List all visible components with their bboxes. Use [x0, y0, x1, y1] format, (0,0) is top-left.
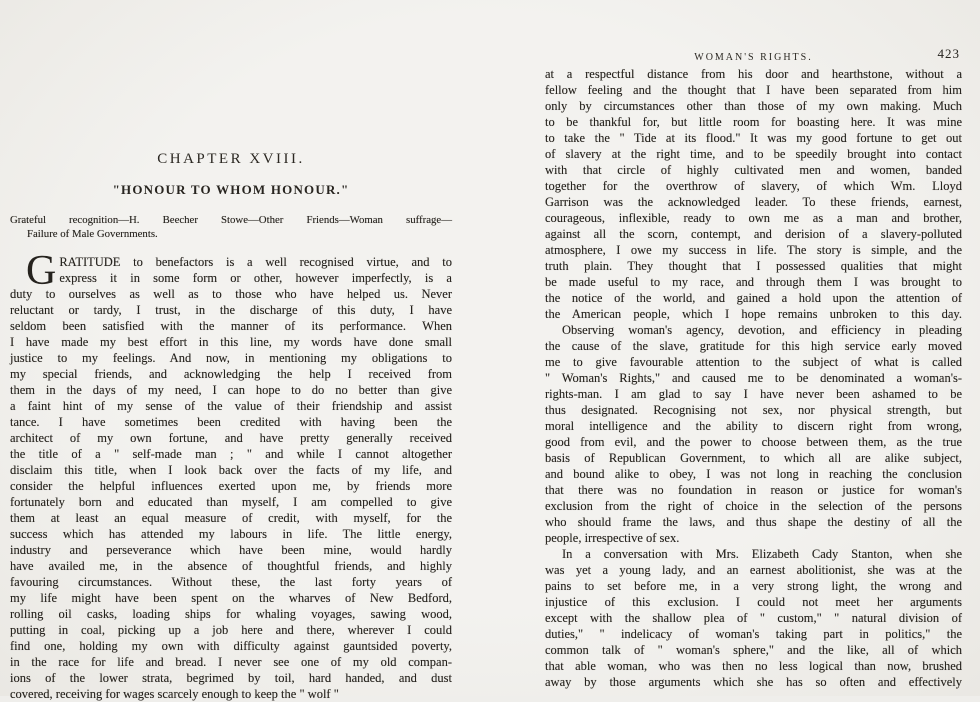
text-line: me to give favourable attention to the subject of what is called	[545, 354, 962, 370]
text-line: reluctant or tardy, I trust, in the discharge of this duty, I have	[10, 302, 452, 318]
text-line: the title of a " self-made man ; " and while I cannot altogether	[10, 446, 452, 462]
left-page-body	[10, 254, 452, 702]
text-line: my life might have been spent on the wharves of New Bedford,	[10, 590, 452, 606]
text-line: Failure of Male Governments.	[10, 227, 452, 241]
text-line: atmosphere, I owe my success in life. The story is simple, and the	[545, 242, 962, 258]
text-line: was yet a young lady, and an earnest abolitionist, she was at the	[545, 562, 962, 578]
text-line: favouring circumstances. Without these, the last forty years of	[10, 574, 452, 590]
chapter-synopsis	[10, 213, 452, 241]
right-page-body	[545, 66, 962, 690]
text-line: except with the shallow plea of " custom," " natural division of	[545, 610, 962, 626]
text-line: the American people, which I hope remains unbroken to this day.	[545, 306, 962, 322]
text-line: of slavery at the right time, and to be speedily brought into contact	[545, 146, 962, 162]
text-line: moral intelligence and the ability to discern right from wrong,	[545, 418, 962, 434]
text-line: find one, holding my own with difficulty against gauntsided poverty,	[10, 638, 452, 654]
text-line: that able woman, who was then no less logical than now, brushed	[545, 658, 962, 674]
text-line: at a respectful distance from his door and hearthstone, without a	[545, 66, 962, 82]
text-line: courageous, inflexible, ready to own me as a man and brother,	[545, 210, 962, 226]
text-line: to be thankful for, but little room for boasting here. It was mine	[545, 114, 962, 130]
text-line: and bound alike to obey, I was not long in reaching the conclusion	[545, 466, 962, 482]
running-header	[545, 47, 962, 62]
text-line: putting in coal, picking up a job here and there, wherever I could	[10, 622, 452, 638]
text-line: RATITUDE to benefactors is a well recognised virtue, and to	[10, 254, 452, 270]
text-line: pains to set before me, in a very strong light, the wrong and	[545, 578, 962, 594]
text-line: people, irrespective of sex.	[545, 530, 962, 546]
text-line: truth plain. They thought that I possessed qualities that might	[545, 258, 962, 274]
text-line: with that circle of highly cultivated men and women, banded	[545, 162, 962, 178]
text-line: " Woman's Rights," and caused me to be denominated a woman's-	[545, 370, 962, 386]
text-line: In a conversation with Mrs. Elizabeth Cady Stanton, when she	[545, 546, 962, 562]
text-line: thus designated. Recognising not sex, nor physical strength, but	[545, 402, 962, 418]
text-line: them in the days of my need, I can hope to do no better than give	[10, 382, 452, 398]
text-line: basis of Republican Government, to which all are alike subject,	[545, 450, 962, 466]
text-line: to take the " Tide at its flood." It was my good fortune to get out	[545, 130, 962, 146]
text-line: Garrison was the acknowledged leader. To these friends, earnest,	[545, 194, 962, 210]
drop-cap-letter: G	[26, 254, 56, 286]
text-line: duty to ourselves as well as to those who have helped us. Never	[10, 286, 452, 302]
text-line: consider the helpful influences exerted upon me, by friends more	[10, 478, 452, 494]
paragraph	[10, 213, 452, 241]
text-line: seldom been satisfied with the manner of its performance. When	[10, 318, 452, 334]
text-line: express it in some form or other, however imperfectly, is a	[10, 270, 452, 286]
left-page	[10, 0, 452, 696]
text-line: that there was no foundation in reason or justice for woman's	[545, 482, 962, 498]
text-line: be made useful to my race, and through them I was brought to	[545, 274, 962, 290]
text-line: disclaim this title, when I look back over the facts of my life, and	[10, 462, 452, 478]
text-line: duties," " indelicacy of woman's taking part in politics," the	[545, 626, 962, 642]
text-line: industry and perseverance which have been mine, would hardly	[10, 542, 452, 558]
paragraph	[10, 254, 452, 702]
text-line: together for the overthrow of slavery, of which Wm. Lloyd	[545, 178, 962, 194]
text-line: covered, receiving for wages scarcely enough to keep the " wolf "	[10, 686, 452, 702]
paragraph	[545, 66, 962, 322]
paragraph	[545, 546, 962, 690]
text-line: good from evil, and the power to choose between them, as the true	[545, 434, 962, 450]
text-line: Observing woman's agency, devotion, and efficiency in pleading	[545, 322, 962, 338]
text-line: architect of my own fortune, and have pretty generally received	[10, 430, 452, 446]
running-header-title: WOMAN'S RIGHTS.	[694, 52, 812, 63]
text-line: fellow feeling and the thought that I have been separated from him	[545, 82, 962, 98]
text-line: a faint hint of my sense of the value of their friendship and assist	[10, 398, 452, 414]
text-line: who should frame the laws, and thus shape the destiny of all the	[545, 514, 962, 530]
text-line: success which has attended my labours in life. The little energy,	[10, 526, 452, 542]
text-line: my special friends, and acknowledging the help I received from	[10, 366, 452, 382]
text-line: fortunately born and educated than myself, I am compelled to give	[10, 494, 452, 510]
right-page	[545, 0, 962, 696]
text-line: common talk of " woman's sphere," and the like, all of which	[545, 642, 962, 658]
text-line: ions of the lower strata, begrimed by toil, hard handed, and dust	[10, 670, 452, 686]
paragraph	[545, 322, 962, 546]
text-line: only by circumstances other than those of my own making. Much	[545, 98, 962, 114]
text-line: the notice of the world, and gained a hold upon the attention of	[545, 290, 962, 306]
chapter-subtitle: "HONOUR TO WHOM HONOUR."	[10, 182, 452, 198]
text-line: tance. I have sometimes been credited with having been the	[10, 414, 452, 430]
text-line: rights-man. I am glad to say I have never been ashamed to be	[545, 386, 962, 402]
text-line: the cause of the slave, gratitude for this high service early moved	[545, 338, 962, 354]
text-line: have availed me, in the absence of thoughtful friends, and highly	[10, 558, 452, 574]
text-line: against all the scorn, contempt, and derision of a slavery-polluted	[545, 226, 962, 242]
text-line: injustice of this exclusion. I could not meet her arguments	[545, 594, 962, 610]
text-line: exclusion from the right of choice in the selection of the persons	[545, 498, 962, 514]
text-line: them at least an equal measure of credit, with myself, for the	[10, 510, 452, 526]
text-line: justice to my feelings. And now, in mentioning my obligations to	[10, 350, 452, 366]
chapter-heading: CHAPTER XVIII.	[10, 151, 452, 168]
text-line: I have made my best effort in this line, my words have done small	[10, 334, 452, 350]
text-line: in the race for life and bread. I never see one of my old compan-	[10, 654, 452, 670]
text-line: Grateful recognition—H. Beecher Stowe—Other Friends—Woman suffrage—	[10, 213, 452, 227]
text-line: away by those arguments which she has so often and effectively	[545, 674, 962, 690]
text-line: rolling oil casks, loading ships for whaling voyages, sawing wood,	[10, 606, 452, 622]
page-number: 423	[938, 46, 961, 62]
